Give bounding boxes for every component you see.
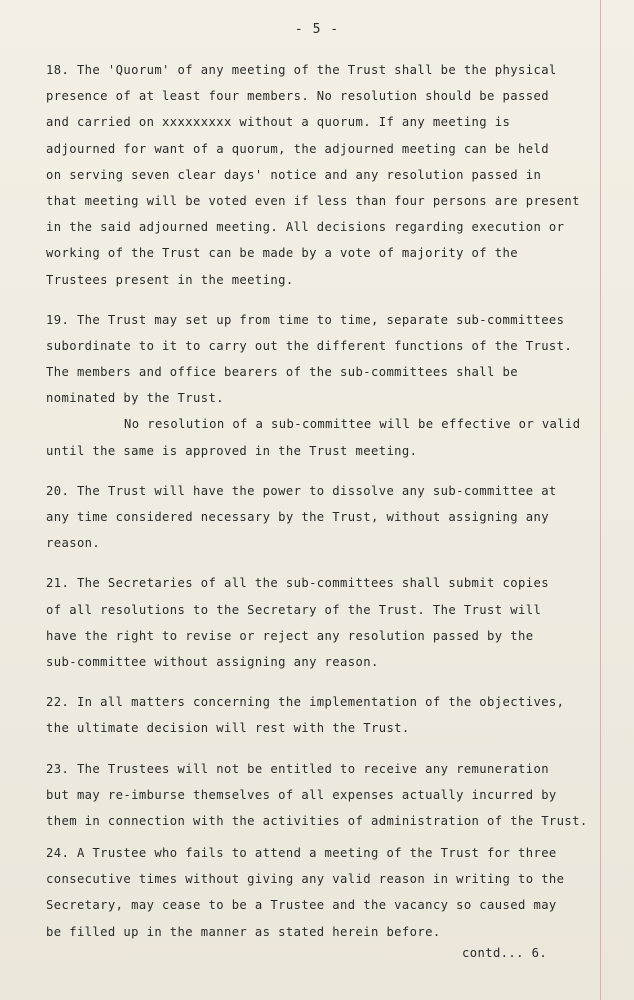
text-line: 24. A Trustee who fails to attend a meeting of the Trust for three [46, 846, 557, 861]
clause-19 [46, 307, 594, 464]
text-line: Trustees present in the meeting. [46, 272, 294, 287]
clause-23 [46, 756, 594, 835]
text-line: until the same is approved in the Trust meeting. [46, 443, 418, 458]
text-line: and carried on xxxxxxxxx without a quorum. If any meeting is [46, 115, 511, 130]
text-line: No resolution of a sub-committee will be effective or valid [124, 417, 581, 432]
text-line: them in connection with the activities of administration of the Trust. [46, 813, 588, 828]
text-line: on serving seven clear days' notice and any resolution passed in [46, 167, 542, 182]
clause-22 [46, 689, 594, 741]
text-line: 20. The Trust will have the power to dissolve any sub-committee at [46, 483, 557, 498]
text-line: consecutive times without giving any valid reason in writing to the [46, 872, 565, 887]
text-line: in the said adjourned meeting. All decisions regarding execution or [46, 220, 565, 235]
text-line: 22. In all matters concerning the implementation of the objectives, [46, 695, 565, 710]
text-line: any time considered necessary by the Trust, without assigning any [46, 510, 549, 524]
text-line: sub-committee without assigning any reason. [46, 654, 379, 669]
text-line: but may re-imburse themselves of all expenses actually incurred by [46, 787, 557, 802]
text-line: that meeting will be voted even if less than four persons are present [46, 193, 580, 208]
text-line: adjourned for want of a quorum, the adjourned meeting can be held [46, 141, 549, 156]
clause-18 [46, 57, 594, 293]
text-line: of all resolutions to the Secretary of the Trust. The Trust will [46, 602, 542, 617]
text-line: have the right to revise or reject any resolution passed by the [46, 628, 534, 643]
text-line: 21. The Secretaries of all the sub-committees shall submit copies [46, 576, 549, 591]
clause-20 [46, 478, 594, 557]
text-line: be filled up in the manner as stated herein before. [46, 924, 441, 939]
clause-24 [46, 840, 594, 945]
clause-21 [46, 570, 594, 675]
text-line: Secretary, may cease to be a Trustee and the vacancy so caused may [46, 898, 557, 913]
text-line: 18. The 'Quorum' of any meeting of the Trust shall be the physical [46, 63, 557, 77]
text-line: 19. The Trust may set up from time to time, separate sub-committees [46, 312, 565, 327]
document-body [46, 57, 594, 945]
text-line: working of the Trust can be made by a vote of majority of the [46, 246, 518, 261]
text-line: presence of at least four members. No resolution should be passed [46, 89, 549, 104]
text-line: subordinate to it to carry out the different functions of the Trust. [46, 338, 573, 353]
text-line: reason. [46, 536, 101, 551]
page-number: - 5 - [294, 22, 340, 37]
continuation-note: contd... 6. [462, 946, 548, 960]
text-line: 23. The Trustees will not be entitled to receive any remuneration [46, 761, 549, 776]
margin-rule [600, 0, 601, 1000]
text-line: The members and office bearers of the sub-committees shall be [46, 365, 518, 380]
text-line: the ultimate decision will rest with the Trust. [46, 721, 410, 736]
text-line: nominated by the Trust. [46, 391, 224, 406]
